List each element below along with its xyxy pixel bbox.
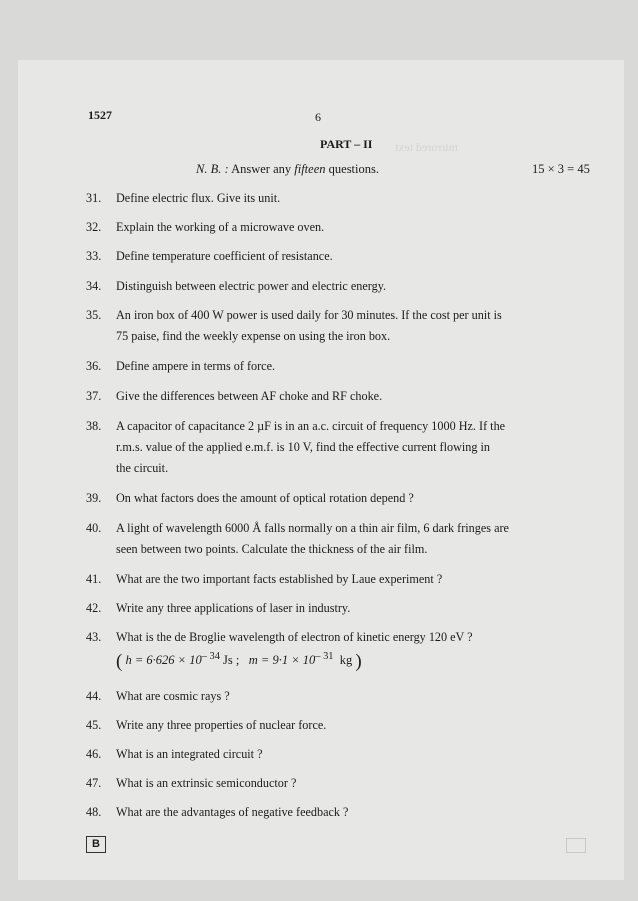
question-41 xyxy=(86,569,606,590)
question-text: What are the advantages of negative feedback ? xyxy=(116,805,349,819)
question-text: Explain the working of a microwave oven. xyxy=(116,220,325,234)
question-34 xyxy=(86,276,606,297)
mass-exponent: – 31 xyxy=(315,651,334,662)
question-number: 47. xyxy=(86,776,102,790)
question-33 xyxy=(86,246,606,267)
electron-mass: m = 9·1 × 10 xyxy=(248,653,316,668)
paper-code: 1527 xyxy=(88,108,112,122)
question-text: What is the de Broglie wavelength of electron of kinetic energy 120 eV ? xyxy=(116,630,473,644)
question-text: Distinguish between electric power and electric energy. xyxy=(116,279,387,293)
mass-unit: kg xyxy=(339,653,353,668)
question-text-continued: seen between two points. Calculate the thickness of the air film. xyxy=(116,542,428,556)
nb-text-emphasis: fifteen xyxy=(294,162,326,176)
booklet-box: B xyxy=(86,836,106,853)
question-text: Give the differences between AF choke and RF choke. xyxy=(116,389,383,403)
question-text: On what factors does the amount of optical rotation depend ? xyxy=(116,491,414,505)
question-number: 34. xyxy=(86,279,102,293)
question-number: 43. xyxy=(86,630,102,644)
question-text: Write any three properties of nuclear force. xyxy=(116,718,327,732)
question-number: 44. xyxy=(86,689,102,703)
question-40 xyxy=(86,518,606,560)
question-number: 38. xyxy=(86,419,102,433)
marks-scheme: 15 × 3 = 45 xyxy=(532,162,590,176)
question-number: 33. xyxy=(86,249,102,263)
question-number: 41. xyxy=(86,572,102,586)
question-text: Define ampere in terms of force. xyxy=(116,359,276,373)
question-text: Define temperature coefficient of resistance. xyxy=(116,249,333,263)
question-37 xyxy=(86,386,606,407)
question-38 xyxy=(86,416,606,479)
question-32 xyxy=(86,217,606,238)
constants-formula xyxy=(116,651,362,673)
part-heading: PART – II xyxy=(320,137,373,151)
question-number: 32. xyxy=(86,220,102,234)
question-36 xyxy=(86,356,606,377)
question-number: 37. xyxy=(86,389,102,403)
question-text: What are the two important facts established by Laue experiment ? xyxy=(116,572,443,586)
planck-constant: h = 6·626 × 10 xyxy=(125,653,202,668)
page-number: 6 xyxy=(315,110,321,124)
question-text: A capacitor of capacitance 2 µF is in an a.c. circuit of frequency 1000 Hz. If the xyxy=(116,419,506,433)
question-number: 45. xyxy=(86,718,102,732)
nb-text-pre: Answer any xyxy=(231,162,292,176)
question-text-continued: 75 paise, find the weekly expense on using the iron box. xyxy=(116,329,391,343)
question-44 xyxy=(86,686,606,707)
question-47 xyxy=(86,773,606,794)
question-number: 39. xyxy=(86,491,102,505)
question-number: 36. xyxy=(86,359,102,373)
question-text: What is an integrated circuit ? xyxy=(116,747,263,761)
planck-unit: Js ; xyxy=(223,653,240,668)
question-45 xyxy=(86,715,606,736)
question-number: 40. xyxy=(86,521,102,535)
question-31 xyxy=(86,188,606,209)
question-number: 42. xyxy=(86,601,102,615)
question-46 xyxy=(86,744,606,765)
question-text: What are cosmic rays ? xyxy=(116,689,230,703)
question-number: 46. xyxy=(86,747,102,761)
question-text: A light of wavelength 6000 Å falls normally on a thin air film, 6 dark fringes are xyxy=(116,521,509,535)
question-text-continued: r.m.s. value of the applied e.m.f. is 10 V, find the effective current flowing in xyxy=(116,440,490,454)
question-number: 48. xyxy=(86,805,102,819)
question-43 xyxy=(86,627,606,648)
planck-exponent: – 34 xyxy=(201,651,220,662)
question-text-continued-2: the circuit. xyxy=(116,461,169,475)
question-39 xyxy=(86,488,606,509)
bleed-through-text: mirrored text xyxy=(395,140,458,154)
question-35 xyxy=(86,305,606,347)
question-text: Write any three applications of laser in industry. xyxy=(116,601,351,615)
faint-box-mark xyxy=(566,838,586,853)
instruction-note xyxy=(196,162,379,177)
question-text: An iron box of 400 W power is used daily for 30 minutes. If the cost per unit is xyxy=(116,308,502,322)
question-number: 35. xyxy=(86,308,102,322)
open-paren: ( xyxy=(116,651,123,673)
close-paren: ) xyxy=(355,651,362,673)
question-text: What is an extrinsic semiconductor ? xyxy=(116,776,297,790)
nb-label: N. B. : xyxy=(196,162,229,176)
question-48 xyxy=(86,802,606,823)
nb-text-post: questions. xyxy=(328,162,379,176)
question-number: 31. xyxy=(86,191,102,205)
question-42 xyxy=(86,598,606,619)
question-text: Define electric flux. Give its unit. xyxy=(116,191,281,205)
